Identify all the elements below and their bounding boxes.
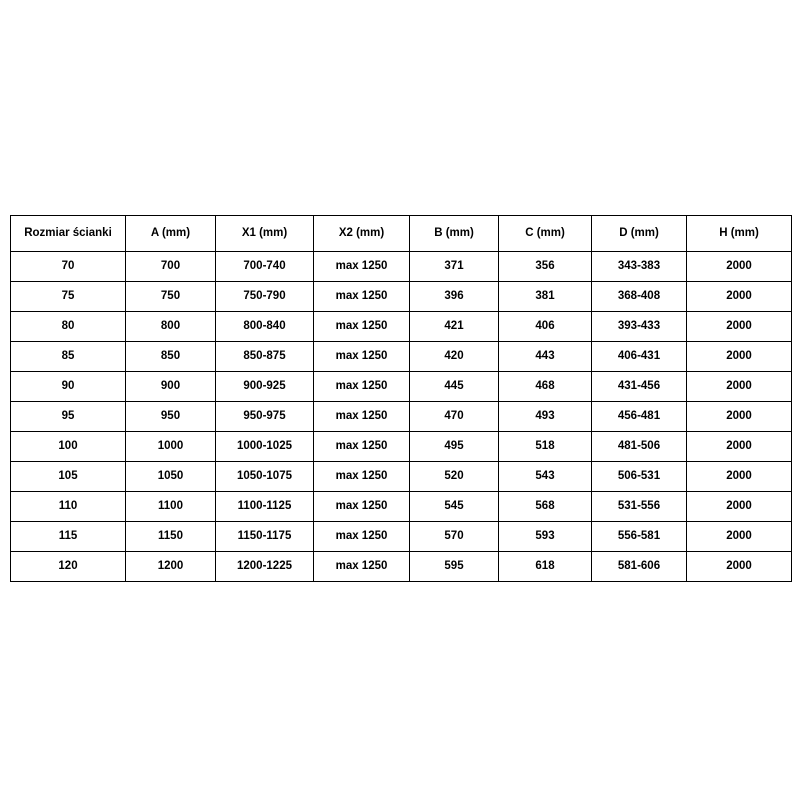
- cell-rozmiar: 80: [11, 312, 126, 342]
- cell-b: 495: [410, 432, 499, 462]
- cell-c: 493: [499, 402, 592, 432]
- cell-h: 2000: [687, 312, 792, 342]
- cell-rozmiar: 120: [11, 552, 126, 582]
- table-row: [11, 522, 792, 552]
- column-header-x2: X2 (mm): [314, 216, 410, 252]
- cell-a: 800: [126, 312, 216, 342]
- cell-d: 456-481: [592, 402, 687, 432]
- cell-x2: max 1250: [314, 522, 410, 552]
- cell-b: 520: [410, 462, 499, 492]
- cell-x2: max 1250: [314, 312, 410, 342]
- cell-d: 481-506: [592, 432, 687, 462]
- cell-c: 356: [499, 252, 592, 282]
- cell-rozmiar: 95: [11, 402, 126, 432]
- cell-x1: 1000-1025: [216, 432, 314, 462]
- cell-a: 1100: [126, 492, 216, 522]
- cell-h: 2000: [687, 282, 792, 312]
- cell-x1: 700-740: [216, 252, 314, 282]
- cell-a: 1150: [126, 522, 216, 552]
- cell-d: 556-581: [592, 522, 687, 552]
- column-header-h: H (mm): [687, 216, 792, 252]
- cell-x2: max 1250: [314, 252, 410, 282]
- cell-d: 531-556: [592, 492, 687, 522]
- cell-c: 518: [499, 432, 592, 462]
- cell-x2: max 1250: [314, 342, 410, 372]
- cell-x2: max 1250: [314, 282, 410, 312]
- cell-rozmiar: 110: [11, 492, 126, 522]
- table-row: [11, 462, 792, 492]
- cell-x1: 950-975: [216, 402, 314, 432]
- cell-h: 2000: [687, 462, 792, 492]
- cell-h: 2000: [687, 252, 792, 282]
- cell-x1: 1100-1125: [216, 492, 314, 522]
- cell-x1: 800-840: [216, 312, 314, 342]
- cell-h: 2000: [687, 402, 792, 432]
- cell-x1: 1150-1175: [216, 522, 314, 552]
- column-header-x1: X1 (mm): [216, 216, 314, 252]
- cell-h: 2000: [687, 372, 792, 402]
- table-row: [11, 402, 792, 432]
- cell-rozmiar: 105: [11, 462, 126, 492]
- cell-x1: 1050-1075: [216, 462, 314, 492]
- cell-b: 396: [410, 282, 499, 312]
- cell-h: 2000: [687, 552, 792, 582]
- cell-d: 343-383: [592, 252, 687, 282]
- table-header: [11, 216, 792, 252]
- cell-d: 368-408: [592, 282, 687, 312]
- column-header-rozmiar-scianki: Rozmiar ścianki: [11, 216, 126, 252]
- cell-c: 468: [499, 372, 592, 402]
- cell-c: 568: [499, 492, 592, 522]
- cell-b: 420: [410, 342, 499, 372]
- cell-x2: max 1250: [314, 372, 410, 402]
- cell-c: 443: [499, 342, 592, 372]
- cell-b: 421: [410, 312, 499, 342]
- table-header-row: [11, 216, 792, 252]
- cell-c: 618: [499, 552, 592, 582]
- cell-d: 581-606: [592, 552, 687, 582]
- cell-b: 570: [410, 522, 499, 552]
- cell-a: 850: [126, 342, 216, 372]
- cell-b: 371: [410, 252, 499, 282]
- cell-c: 406: [499, 312, 592, 342]
- cell-a: 1000: [126, 432, 216, 462]
- column-header-b: B (mm): [410, 216, 499, 252]
- cell-x1: 1200-1225: [216, 552, 314, 582]
- cell-rozmiar: 115: [11, 522, 126, 552]
- cell-c: 381: [499, 282, 592, 312]
- column-header-a: A (mm): [126, 216, 216, 252]
- cell-h: 2000: [687, 342, 792, 372]
- cell-a: 700: [126, 252, 216, 282]
- table-row: [11, 342, 792, 372]
- table-body: [11, 252, 792, 582]
- cell-rozmiar: 90: [11, 372, 126, 402]
- cell-a: 1200: [126, 552, 216, 582]
- cell-rozmiar: 85: [11, 342, 126, 372]
- cell-rozmiar: 100: [11, 432, 126, 462]
- cell-x1: 850-875: [216, 342, 314, 372]
- cell-rozmiar: 70: [11, 252, 126, 282]
- cell-d: 506-531: [592, 462, 687, 492]
- cell-b: 545: [410, 492, 499, 522]
- cell-a: 750: [126, 282, 216, 312]
- table-row: [11, 252, 792, 282]
- cell-d: 406-431: [592, 342, 687, 372]
- cell-a: 1050: [126, 462, 216, 492]
- cell-b: 470: [410, 402, 499, 432]
- cell-b: 595: [410, 552, 499, 582]
- cell-x2: max 1250: [314, 432, 410, 462]
- column-header-c: C (mm): [499, 216, 592, 252]
- dimensions-table: [10, 215, 792, 582]
- table-row: [11, 432, 792, 462]
- cell-d: 431-456: [592, 372, 687, 402]
- cell-x2: max 1250: [314, 402, 410, 432]
- cell-h: 2000: [687, 492, 792, 522]
- cell-x2: max 1250: [314, 462, 410, 492]
- cell-a: 900: [126, 372, 216, 402]
- cell-b: 445: [410, 372, 499, 402]
- cell-x1: 750-790: [216, 282, 314, 312]
- cell-h: 2000: [687, 432, 792, 462]
- cell-a: 950: [126, 402, 216, 432]
- cell-rozmiar: 75: [11, 282, 126, 312]
- cell-x2: max 1250: [314, 492, 410, 522]
- spec-table-container: [10, 215, 791, 582]
- cell-c: 543: [499, 462, 592, 492]
- cell-h: 2000: [687, 522, 792, 552]
- table-row: [11, 312, 792, 342]
- table-row: [11, 282, 792, 312]
- column-header-d: D (mm): [592, 216, 687, 252]
- cell-x1: 900-925: [216, 372, 314, 402]
- table-row: [11, 492, 792, 522]
- cell-c: 593: [499, 522, 592, 552]
- cell-d: 393-433: [592, 312, 687, 342]
- table-row: [11, 552, 792, 582]
- table-row: [11, 372, 792, 402]
- cell-x2: max 1250: [314, 552, 410, 582]
